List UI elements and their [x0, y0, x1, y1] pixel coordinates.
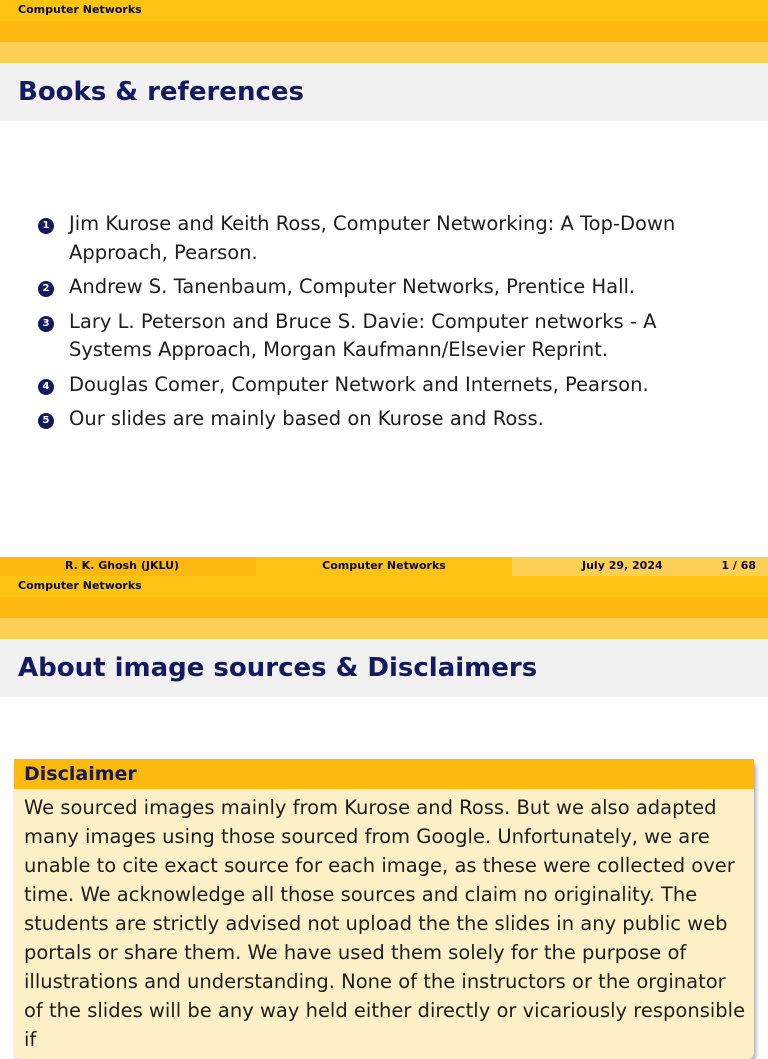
title-bar [0, 63, 768, 121]
slide-title: About image sources & Disclaimers [18, 653, 538, 683]
disclaimer-heading: Disclaimer [24, 763, 137, 785]
header-course-title: Computer Networks [18, 579, 142, 592]
reference-item [38, 210, 728, 267]
footer-page-number: 1 / 68 [721, 559, 756, 572]
title-bar [0, 639, 768, 697]
list-number-badge: 2 [38, 281, 54, 297]
footer-course: Computer Networks [322, 559, 446, 572]
disclaimer-body: We sourced images mainly from Kurose and Ross. But we also adapted many images using those sourced from Google. Unfortunately, we are unable to cite exact source for each image, as these were collected over time. We acknowledge all those sources and claim no originality. The students are strictly advised not upload the the slides in any public web portals or share them. We have used them solely for the purpose of illustrations and understanding. None of the instructors or the orginator of the slides will be any way held either directly or vicariously responsible if [24, 796, 746, 1051]
reference-item [38, 371, 728, 400]
list-number-badge: 1 [38, 218, 54, 234]
list-number-badge: 4 [38, 379, 54, 395]
slide-footer [0, 557, 768, 576]
slide-image-sources-disclaimers [0, 576, 768, 1051]
list-number-badge: 5 [38, 413, 54, 429]
reference-list [38, 210, 728, 440]
disclaimer-block [14, 759, 754, 1059]
reference-item [38, 405, 728, 434]
slide-title: Books & references [18, 77, 304, 107]
reference-item [38, 308, 728, 365]
header-course-title: Computer Networks [18, 3, 142, 16]
reference-text: Our slides are mainly based on Kurose and Ross. [69, 407, 544, 430]
reference-item [38, 273, 728, 302]
slide-header [0, 0, 768, 63]
reference-text: Douglas Comer, Computer Network and Internets, Pearson. [69, 372, 649, 396]
slide-header [0, 576, 768, 639]
footer-author: R. K. Ghosh (JKLU) [65, 559, 180, 572]
footer-date: July 29, 2024 [582, 559, 663, 572]
reference-text: Jim Kurose and Keith Ross, Computer Networking: A Top-Down Approach, Pearson. [69, 212, 676, 264]
disclaimer-block-header [14, 759, 754, 789]
reference-text: Andrew S. Tanenbaum, Computer Networks, Prentice Hall. [69, 275, 636, 298]
reference-text: Lary L. Peterson and Bruce S. Davie: Computer networks - A Systems Approach, Morgan Kaufmann/Elsevier Reprint. [69, 309, 657, 361]
list-number-badge: 3 [38, 316, 54, 332]
